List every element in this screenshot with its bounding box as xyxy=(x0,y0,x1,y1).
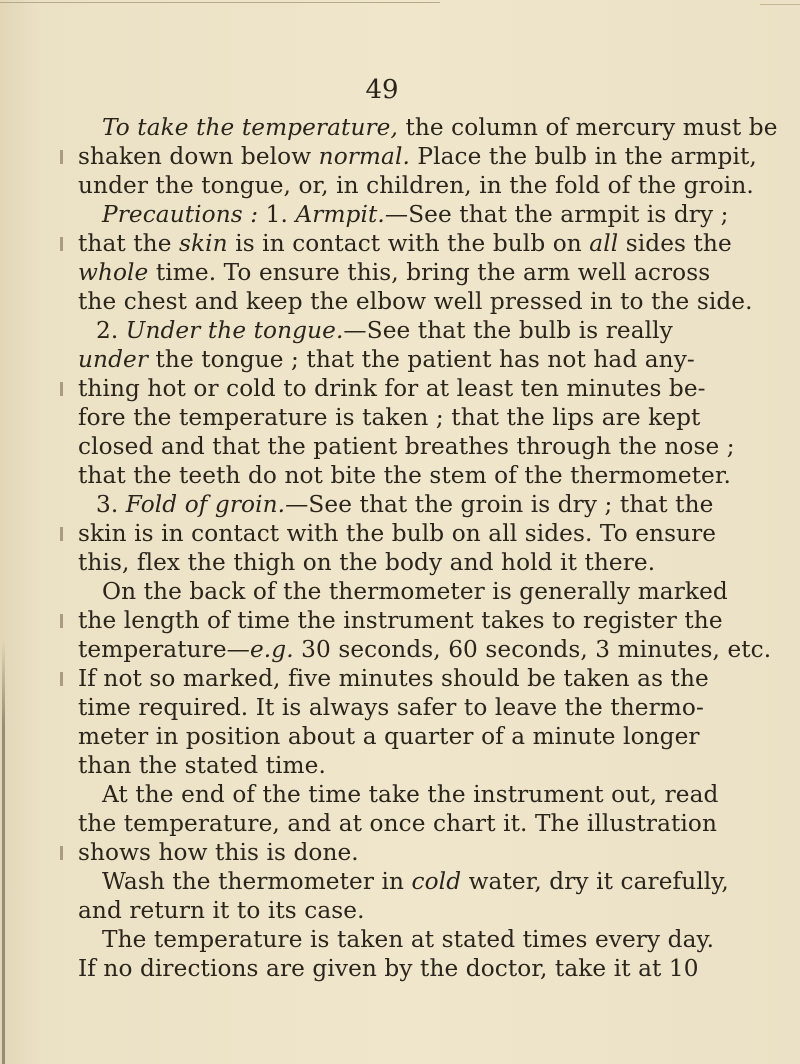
margin-mark xyxy=(60,237,63,251)
text-span: and return it to its case. xyxy=(78,897,365,924)
text-line xyxy=(78,809,717,839)
text-span: under the tongue, or, in children, in the fold of the groin. xyxy=(78,172,754,199)
italic-text: skin xyxy=(179,230,228,257)
text-span: fore the temperature is taken ; that the lips are kept xyxy=(78,404,701,431)
binding-edge xyxy=(2,640,5,1064)
italic-text: Under the tongue. xyxy=(125,317,344,344)
margin-mark xyxy=(60,527,63,541)
text-span: the temperature, and at once chart it. The illustration xyxy=(78,810,718,837)
text-line xyxy=(78,722,700,752)
text-line xyxy=(96,316,673,346)
italic-text: under xyxy=(78,346,149,373)
text-line xyxy=(102,780,719,810)
italic-text: Fold of groin. xyxy=(125,491,286,518)
text-span: 30 seconds, 60 seconds, 3 minutes, etc. xyxy=(293,636,772,663)
top-rule-right xyxy=(760,4,800,5)
text-span: The temperature is taken at stated times every day. xyxy=(102,926,715,953)
text-line xyxy=(78,751,326,781)
text-line xyxy=(102,867,729,897)
text-line xyxy=(78,461,731,491)
text-span: the column of mercury must be xyxy=(397,114,778,141)
text-span: that the teeth do not bite the stem of the thermometer. xyxy=(78,462,731,489)
margin-mark xyxy=(60,672,63,686)
text-span: meter in position about a quarter of a minute longer xyxy=(78,723,700,750)
text-span: thing hot or cold to drink for at least ten minutes be- xyxy=(78,375,706,402)
text-line xyxy=(78,345,695,375)
text-span: —See that the armpit is dry ; xyxy=(384,201,729,228)
italic-text: all xyxy=(589,230,619,257)
text-span: that the xyxy=(78,230,180,257)
text-span: At the end of the time take the instrument out, read xyxy=(102,781,719,808)
text-line xyxy=(78,548,655,578)
text-span: skin is in contact with the bulb on all sides. To ensure xyxy=(78,520,717,547)
text-span: temperature— xyxy=(78,636,250,663)
text-span: Wash the thermometer in xyxy=(102,868,412,895)
italic-text: cold xyxy=(411,868,462,895)
text-span: closed and that the patient breathes through the nose ; xyxy=(78,433,735,460)
text-span: shaken down below xyxy=(78,143,319,170)
text-line xyxy=(102,113,778,143)
italic-text: normal. xyxy=(318,143,410,170)
top-rule xyxy=(0,2,440,3)
margin-mark xyxy=(60,614,63,628)
text-line xyxy=(78,229,732,259)
text-line xyxy=(78,432,735,462)
italic-text: Precautions : xyxy=(102,201,259,228)
text-span: sides the xyxy=(618,230,732,257)
margin-mark xyxy=(60,150,63,164)
text-span: 3. xyxy=(96,491,126,518)
text-line xyxy=(96,490,713,520)
text-span: —See that the groin is dry ; that the xyxy=(285,491,714,518)
text-line xyxy=(78,838,359,868)
text-span: is in contact with the bulb on xyxy=(227,230,590,257)
text-line xyxy=(78,896,365,926)
text-span: time. To ensure this, bring the arm well across xyxy=(148,259,711,286)
text-span: If not so marked, five minutes should be taken as the xyxy=(78,665,709,692)
text-line xyxy=(78,693,704,723)
italic-text: whole xyxy=(78,259,149,286)
text-span: shows how this is done. xyxy=(78,839,359,866)
margin-mark xyxy=(60,382,63,396)
text-line xyxy=(78,287,753,317)
text-line xyxy=(78,374,706,404)
italic-text: Armpit. xyxy=(295,201,385,228)
page-number: 49 xyxy=(365,75,399,105)
text-line xyxy=(102,925,714,955)
text-line xyxy=(102,577,728,607)
text-span: 1. xyxy=(258,201,296,228)
text-span: than the stated time. xyxy=(78,752,326,779)
text-span: water, dry it carefully, xyxy=(461,868,729,895)
margin-mark xyxy=(60,846,63,860)
text-span: Place the bulb in the armpit, xyxy=(409,143,757,170)
text-span: If no directions are given by the doctor, take it at 10 xyxy=(78,955,699,982)
text-line xyxy=(78,142,757,172)
text-span: the length of time the instrument takes to register the xyxy=(78,607,723,634)
text-span: time required. It is always safer to leave the thermo- xyxy=(78,694,704,721)
italic-text: To take the temperature, xyxy=(102,114,398,141)
italic-text: e.g. xyxy=(249,636,294,663)
text-line xyxy=(78,954,699,984)
text-span: —See that the bulb is really xyxy=(343,317,673,344)
text-line xyxy=(78,171,754,201)
text-span: On the back of the thermometer is generally marked xyxy=(102,578,728,605)
text-line xyxy=(78,664,709,694)
text-line xyxy=(78,403,700,433)
text-span: the tongue ; that the patient has not had any- xyxy=(148,346,695,373)
text-span: this, flex the thigh on the body and hold it there. xyxy=(78,549,656,576)
text-span: 2. xyxy=(96,317,126,344)
text-line xyxy=(78,606,723,636)
text-line xyxy=(78,635,771,665)
text-line xyxy=(102,200,729,230)
text-line xyxy=(78,519,716,549)
text-span: the chest and keep the elbow well pressed in to the side. xyxy=(78,288,753,315)
text-line xyxy=(78,258,710,288)
